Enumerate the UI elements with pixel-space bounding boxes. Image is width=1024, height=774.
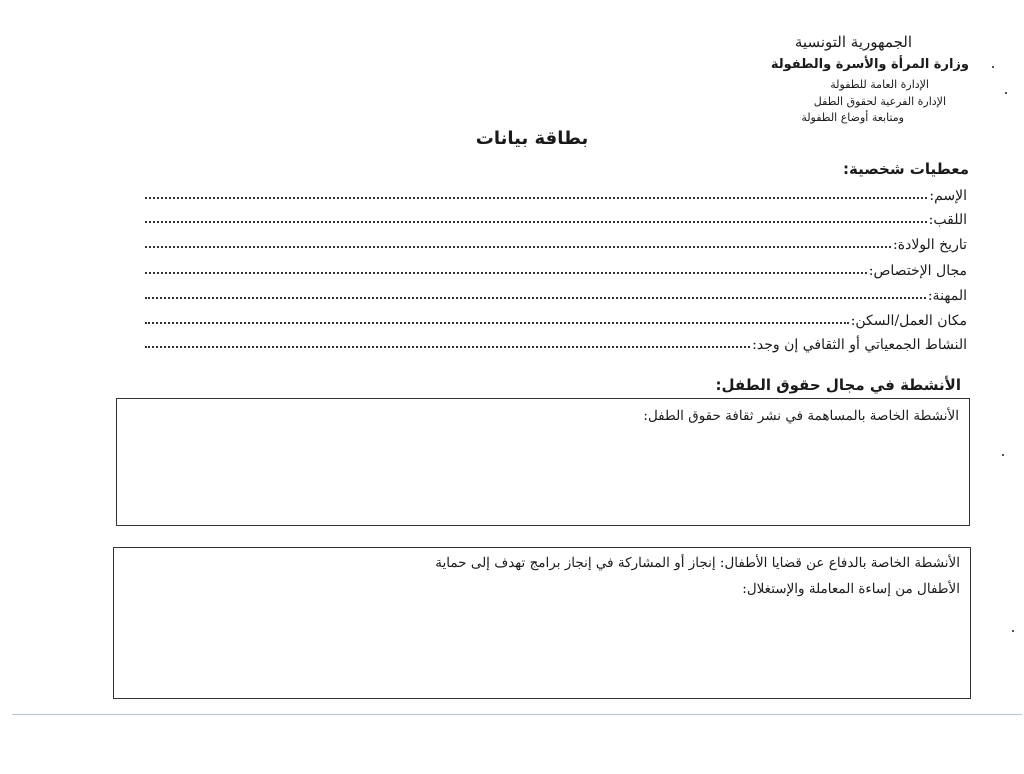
profession-dotted-line <box>145 296 926 299</box>
scan-speck <box>1012 630 1014 632</box>
sub-directorate-cont: ومتابعة أوضاع الطفولة <box>801 111 904 124</box>
defense-activities-line-2: الأطفال من إساءة المعاملة والإستغلال: <box>742 581 960 597</box>
personal-info-heading: معطيات شخصية: <box>843 160 969 178</box>
specialty-label: مجال الإختصاص: <box>868 263 967 279</box>
defense-activities-label <box>124 550 960 602</box>
culture-activities-box[interactable] <box>116 398 970 526</box>
sub-directorate: الإدارة الفرعية لحقوق الطفل <box>813 95 946 108</box>
culture-activities-label: الأنشطة الخاصة بالمساهمة في نشر ثقافة حقوق الطفل: <box>643 408 959 424</box>
birthdate-dotted-line <box>145 245 891 248</box>
scan-speck <box>1002 454 1004 456</box>
surname-field[interactable] <box>145 206 967 228</box>
name-dotted-line <box>145 196 927 199</box>
birthdate-field[interactable] <box>145 231 967 253</box>
specialty-field[interactable] <box>145 257 967 279</box>
specialty-dotted-line <box>145 271 867 274</box>
association-activity-label: النشاط الجمعياتي أو الثقافي إن وجد: <box>752 337 967 353</box>
profession-label: المهنة: <box>927 288 967 304</box>
general-directorate: الإدارة العامة للطفولة <box>830 78 929 91</box>
work-residence-field[interactable] <box>145 307 967 329</box>
republic-name: الجمهورية التونسية <box>794 33 912 51</box>
page-edge-line <box>12 714 1022 715</box>
name-label: الإسم: <box>929 188 967 204</box>
scan-speck <box>1005 92 1007 94</box>
surname-label: اللقب: <box>928 212 967 228</box>
defense-activities-box[interactable] <box>113 547 971 699</box>
scan-speck <box>992 66 994 68</box>
activities-heading: الأنشطة في مجال حقوق الطفل: <box>715 376 961 394</box>
surname-dotted-line <box>145 220 927 223</box>
profession-field[interactable] <box>145 282 967 304</box>
association-activity-dotted-line <box>145 345 750 348</box>
page-title <box>0 128 1024 149</box>
association-activity-field[interactable] <box>145 331 967 353</box>
birthdate-label: تاريخ الولادة: <box>893 237 967 253</box>
ministry-name: وزارة المرأة والأسرة والطفولة <box>770 57 969 72</box>
name-field[interactable] <box>145 182 967 204</box>
work-residence-label: مكان العمل/السكن: <box>850 313 967 329</box>
page-title-text: بطاقة بيانات <box>475 128 589 149</box>
defense-activities-line-1: الأنشطة الخاصة بالدفاع عن قضايا الأطفال: إنجاز أو المشاركة في إنجاز برامج تهدف إلى حماية <box>435 555 960 571</box>
work-residence-dotted-line <box>145 321 849 324</box>
